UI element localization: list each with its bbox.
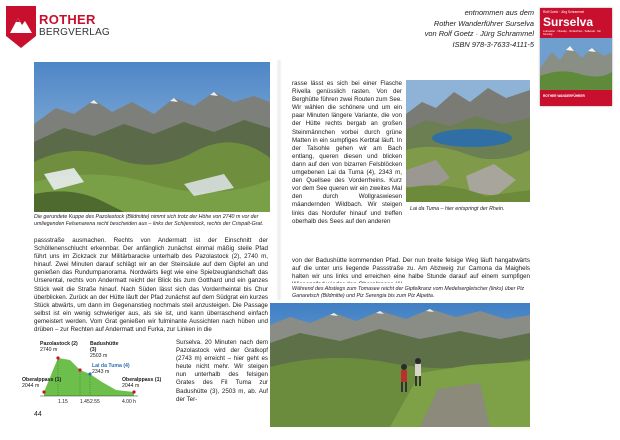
- brand-name: ROTHER: [39, 12, 96, 27]
- rother-logo-icon: [6, 6, 36, 48]
- left-column-text: passstraße ausmachen. Rechts von Andermatt ist der Einschnitt der Schöllenenschlucht erkennbar. Der anfänglich zunächst einmal mäßig steile Pfad führt uns im Zickzack zur Militärbaracke unterhalb des Pazolastock (2), 2740 m, hinauf. Zwei Minuten darauf schlägt wir an der Steinsäule auf dem Gipfel an und genießen das Rundumpanorama. Nordwärts liegt wie eine Spielzeuglandschaft das Urserental, rechts von Andermatt reicht der Blick bis zum Gotthard und ein ganzes Stück weit die Straße hinauf. Nach Süden lässt sich das Vorderrheintal bis Chur überblicken. Zurück an der Hütte läuft der Pfad zunächst auf dem Südgrat ein kurzes Stück abwärts, um dann im Gegenanstieg nochmals steil anzusteigen. Die Passage selbst ist ein wenig schwieriger aus, als sie ist, und kann überraschend einfach gemeistert werden. Vom Grat genießen wir fulminante Aussichten nach hüben und drüben – zur Rechten auf Andermatt und Furka, zur Linken in die: [34, 237, 268, 334]
- profile-pazolastock-alt: 2740 m: [40, 347, 58, 353]
- main-mountain-photo: [34, 62, 270, 212]
- cover-subtitle: Lukmanier · Oberalp · Vorderrhein · Safiental · Val Sumvitg: [543, 30, 601, 36]
- profile-time: 4.00 h: [122, 399, 136, 405]
- cover-photo: [540, 38, 612, 90]
- credits-line: entnommen aus dem: [464, 8, 534, 17]
- hikers-photo: [270, 303, 530, 427]
- credits-isbn: ISBN 978-3-7633-4111-5: [452, 39, 534, 49]
- cover-authors: Rolf Goetz · Jürg Schrammel: [543, 10, 585, 14]
- profile-badushutte-alt: 2503 m: [90, 353, 108, 359]
- profile-laituma-name: Lai da Tuma (4): [92, 363, 130, 369]
- profile-pazolastock-name: Pazolastock (2): [40, 341, 78, 347]
- profile-badushutte-num: (3): [90, 347, 97, 353]
- brand-subtitle: BERGVERLAG: [39, 27, 110, 38]
- profile-oberalp-start-alt: 2044 m: [22, 383, 40, 389]
- profile-label-badushutte: [90, 341, 119, 359]
- profile-label-pazolastock: [40, 341, 78, 353]
- page-gutter: [276, 60, 282, 300]
- profile-badushutte-name: Badushütte: [90, 341, 119, 347]
- profile-time: 2.55: [90, 399, 100, 405]
- lake-photo-caption: Lai da Tuma – hier entspringt der Rhein.: [410, 206, 505, 212]
- main-photo-caption: Die gerundete Kuppe des Pazolastock (Bildmitte) nimmt sich trotz der Höhe von 2740 m vor der umliegenden Felsenarena recht bescheiden aus – links der Schijenstock, rechts der Crispalt-Grat.: [34, 214, 264, 227]
- cover-title: Surselva: [543, 15, 594, 29]
- lower-middle-text: Surselva. 20 Minuten nach dem Pazolastock wird der Gratkopf (2743 m) erreicht – hier geht es heute nicht mehr. Wir steigen nun unterhalb des felsigen Grates des Fil Tuma zur Badushütte (3), 2503 m, ab. Auf der Ter-: [176, 339, 268, 403]
- source-credits: [304, 8, 534, 50]
- book-cover[interactable]: [540, 8, 612, 106]
- credits-authors: von Rolf Goetz · Jürg Schrammel: [424, 29, 534, 39]
- profile-time: 1.15: [58, 399, 68, 405]
- profile-time: 1.45: [80, 399, 90, 405]
- profile-label-oberalp-start: [22, 377, 61, 389]
- profile-label-oberalp-end: [122, 377, 161, 389]
- profile-point-oberalp-start: [42, 390, 45, 393]
- profile-oberalp-start-name: Oberalppass (1): [22, 377, 62, 383]
- wide-text: von der Badushütte kommenden Pfad. Der nun breite felsige Weg läuft hangabwärts auf die unter uns liegende Passstraße zu. Am Abzweig zur Camona da Maighels halten wir uns links und erreichen eine halbe Stunde darauf auf einem sumpfigen: [292, 257, 530, 281]
- profile-label-laituma: [92, 363, 130, 375]
- lake-photo: [406, 80, 530, 202]
- profile-point-badushutte: [78, 368, 81, 371]
- hikers-photo-caption: Während des Abstiegs zum Tomasee reicht der Gipfelkranz vom Medelsergletscher (links) über Piz Ganaretsch (Bildmitte) und Piz Serengia bis zum Piz Alpetta.: [292, 286, 525, 299]
- profile-oberalp-end-name: Oberalppass (1): [122, 377, 162, 383]
- profile-oberalp-end-alt: 2044 m: [122, 383, 140, 389]
- profile-point-oberalp-end: [132, 390, 135, 393]
- cover-publisher: ROTHER WANDERFÜHRER: [543, 94, 585, 98]
- lake-water: [432, 129, 512, 147]
- profile-point-pazolastock: [56, 356, 59, 359]
- credits-book-title: Rother Wanderführer Surselva: [433, 18, 534, 28]
- page-number: 44: [34, 411, 42, 418]
- middle-column-text: rasse lässt es sich bei einer Flasche Rivella genüsslich rasten. Von der Berghütte führen zwei Routen zum See. Wir wählen die schönere und um ein paar Minuten längere Variante, die von der Hütte rechts bergab an großen Steinmännchen vorbei durch grüne Matten in ein sumpfiges Kerbtal läuft. In der Talsohle gehen wir am Bach entlang, queren diesen und blicken dann auf den von bizarren Felsblöcken umgebenen Lai da Tuma (4), 2343 m, den Quellsee des Vorderrheins. Kurz vor dem See queren wir ein zweites Mal den durch Wollgraswiesen mäandernden Wildbach. Wir steigen links das Nordufer hinauf und treffen oberhalb des Sees auf den anderen: [292, 80, 402, 225]
- profile-laituma-alt: 2343 m: [92, 369, 110, 375]
